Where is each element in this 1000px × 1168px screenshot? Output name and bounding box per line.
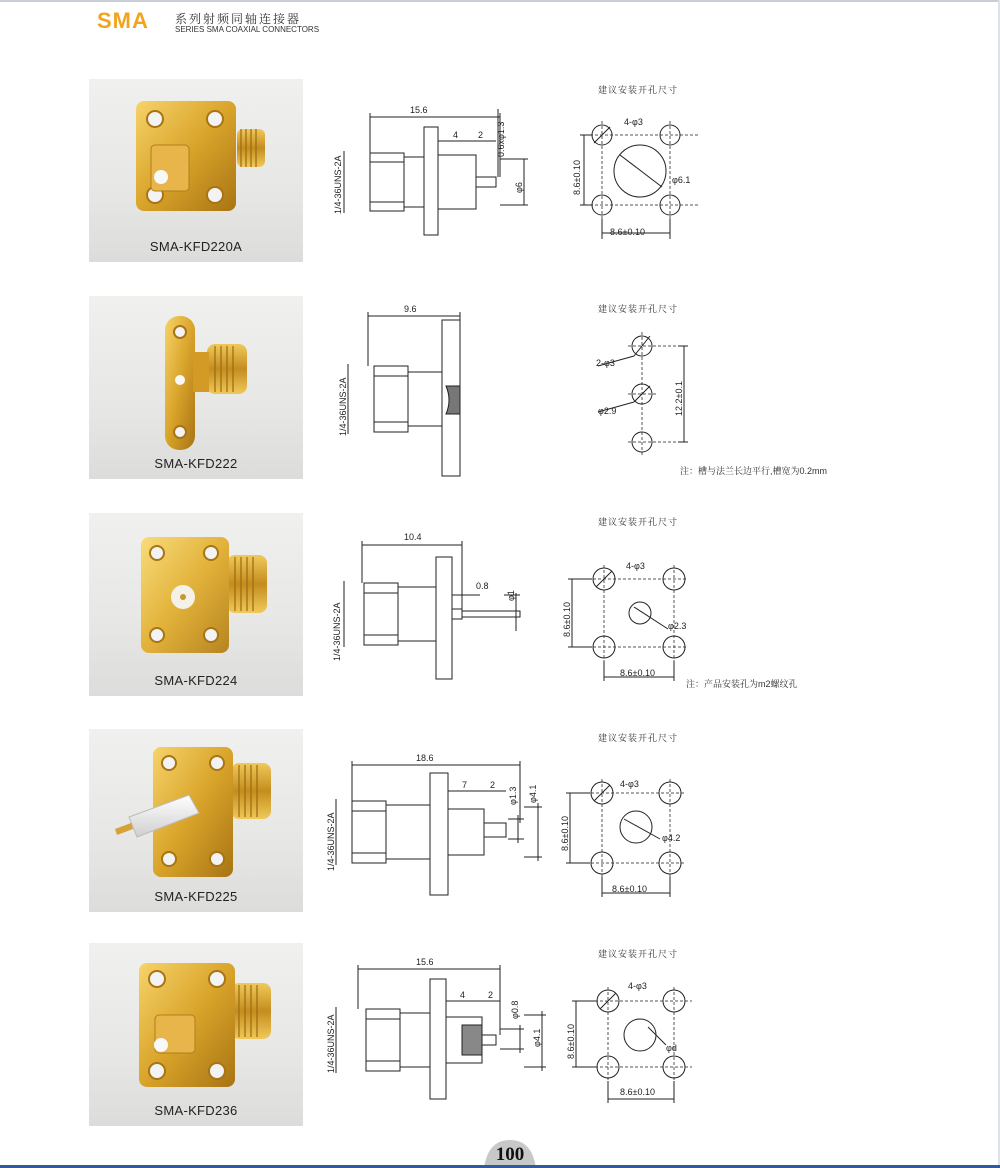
product-model: SMA-KFD236 <box>154 1103 238 1118</box>
center-hole-label: φ2.9 <box>598 406 617 416</box>
dim-a: 0.8 <box>476 581 489 591</box>
page-number: 100 <box>495 1144 525 1165</box>
thread-label: 1/4-36UNS-2A <box>338 377 348 436</box>
vertical-spacing: 8.6±0.10 <box>572 160 582 195</box>
product-model: SMA-KFD225 <box>154 889 238 904</box>
dim-b: 2 <box>490 780 496 790</box>
dimension-drawing-svg <box>328 296 558 486</box>
product-row-kfd222 <box>0 296 1000 496</box>
center-hole-label: φd <box>666 1043 677 1053</box>
connector-photo-graphic <box>89 296 303 479</box>
thread-label: 1/4-36UNS-2A <box>326 812 336 871</box>
dim-pin: 0.6xφ1.3 <box>496 121 506 157</box>
center-hole-label: φ4.2 <box>662 833 681 843</box>
hole-pattern-svg <box>558 729 858 929</box>
dim-b: 2 <box>478 130 484 140</box>
product-photo <box>89 513 303 696</box>
corner-holes-label: 4-φ3 <box>620 779 639 789</box>
dim-diameter: φ1 <box>506 590 516 601</box>
outer-holes-label: 2-φ3 <box>596 358 615 368</box>
horizontal-spacing: 8.6±0.10 <box>620 668 655 678</box>
hole-pattern-svg <box>558 79 858 279</box>
corner-holes-label: 4-φ3 <box>624 117 643 127</box>
hole-pattern <box>558 943 858 1143</box>
dim-overall: 15.6 <box>410 105 428 115</box>
product-row-kfd224 <box>0 513 1000 713</box>
dim-overall: 18.6 <box>416 753 434 763</box>
dim-a: 4 <box>460 990 466 1000</box>
hole-pattern-svg <box>558 943 858 1143</box>
product-photo <box>89 79 303 262</box>
hole-pattern <box>558 729 858 929</box>
hole-pattern-title: 建议安装开孔尺寸 <box>598 949 679 959</box>
vertical-spacing: 12.2±0.1 <box>674 381 684 416</box>
product-photo <box>89 296 303 479</box>
corner-holes-label: 4-φ3 <box>628 981 647 991</box>
vertical-spacing: 8.6±0.10 <box>562 602 572 637</box>
dimension-drawing-svg <box>328 79 558 269</box>
horizontal-spacing: 8.6±0.10 <box>612 884 647 894</box>
dim-pin: φ0.8 <box>510 1000 520 1019</box>
dimension-drawing <box>328 296 558 486</box>
product-row-kfd220a <box>0 79 1000 279</box>
dim-overall: 15.6 <box>416 957 434 967</box>
connector-photo-graphic <box>89 79 303 262</box>
horizontal-spacing: 8.6±0.10 <box>610 227 645 237</box>
product-row-kfd225 <box>0 729 1000 929</box>
dim-overall: 10.4 <box>404 532 422 542</box>
dim-a: 4 <box>453 130 459 140</box>
product-row-kfd236 <box>0 943 1000 1143</box>
product-model: SMA-KFD222 <box>154 456 238 471</box>
hole-pattern-title: 建议安装开孔尺寸 <box>598 733 679 743</box>
dimension-drawing-svg <box>328 729 558 919</box>
corner-holes-label: 4-φ3 <box>626 561 645 571</box>
series-title-en: SERIES SMA COAXIAL CONNECTORS <box>175 25 320 34</box>
series-title-cn: 系列射频同轴连接器 <box>175 12 302 26</box>
product-photo <box>89 729 303 912</box>
hole-pattern <box>558 79 858 279</box>
connector-photo-graphic <box>89 729 303 912</box>
hole-pattern-title: 建议安装开孔尺寸 <box>598 304 679 314</box>
hole-note: 注：产品安装孔为m2螺纹孔 <box>686 679 798 689</box>
dim-b: 2 <box>488 990 494 1000</box>
product-model: SMA-KFD220A <box>149 239 243 254</box>
dim-overall: 9.6 <box>404 304 417 314</box>
hole-pattern-title: 建议安装开孔尺寸 <box>598 517 679 527</box>
dimension-drawing <box>328 943 558 1133</box>
dim-diameter: φ4.1 <box>528 784 538 803</box>
hole-note: 注：槽与法兰长边平行,槽宽为0.2mm <box>680 466 828 476</box>
dimension-drawing-svg <box>328 513 558 703</box>
brand-logo: SMA <box>97 8 149 33</box>
center-hole-label: φ2.3 <box>668 621 687 631</box>
dimension-drawing <box>328 513 558 703</box>
thread-label: 1/4-36UNS-2A <box>333 155 343 214</box>
dim-diameter: φ4.1 <box>532 1028 542 1047</box>
vertical-spacing: 8.6±0.10 <box>566 1024 576 1059</box>
horizontal-spacing: 8.6±0.10 <box>620 1087 655 1097</box>
product-photo <box>89 943 303 1126</box>
dim-pin: φ1.3 <box>508 786 518 805</box>
dimension-drawing <box>328 729 558 919</box>
dimension-drawing <box>328 79 558 269</box>
dimension-drawing-svg <box>328 943 558 1133</box>
center-hole-label: φ6.1 <box>672 175 691 185</box>
dim-a: 7 <box>462 780 468 790</box>
connector-photo-graphic <box>89 943 303 1126</box>
top-border <box>0 0 1000 2</box>
thread-label: 1/4-36UNS-2A <box>332 602 342 661</box>
dim-diameter: φ6 <box>514 182 524 193</box>
connector-photo-graphic <box>89 513 303 696</box>
thread-label: 1/4-36UNS-2A <box>326 1014 336 1073</box>
product-model: SMA-KFD224 <box>154 673 238 688</box>
vertical-spacing: 8.6±0.10 <box>560 816 570 851</box>
hole-pattern-title: 建议安装开孔尺寸 <box>598 85 679 95</box>
page-number-tab <box>484 1138 536 1168</box>
